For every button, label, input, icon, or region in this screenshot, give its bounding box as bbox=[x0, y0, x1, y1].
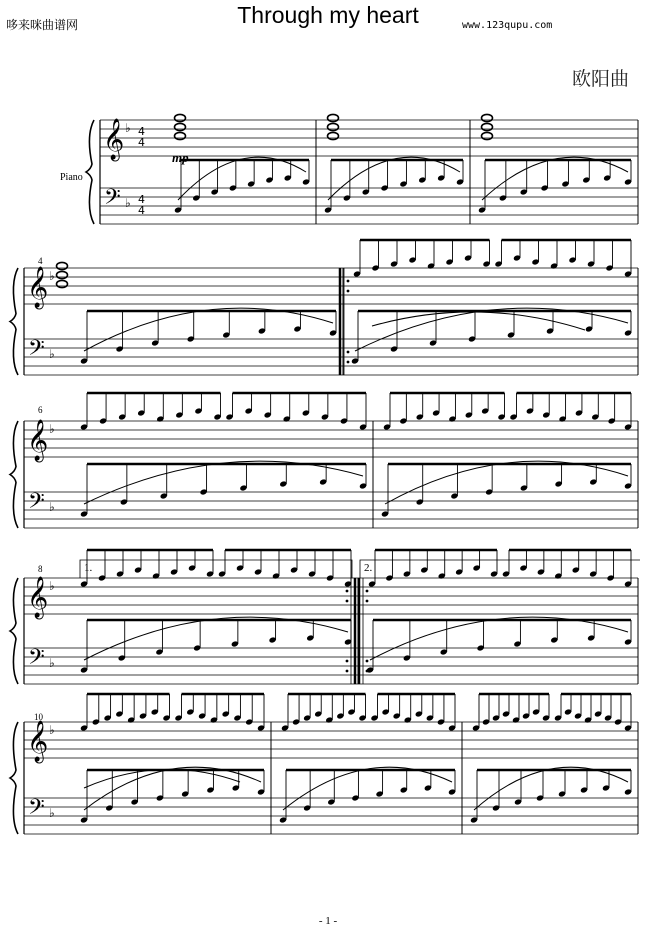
time-signature-digit: 4 bbox=[138, 204, 145, 217]
bass-clef: 𝄢 bbox=[28, 645, 45, 675]
slur bbox=[84, 769, 240, 788]
flat-sign: ♭ bbox=[125, 196, 131, 210]
treble-clef: 𝄞 bbox=[27, 721, 49, 762]
chord-note bbox=[175, 123, 186, 130]
flat-sign: ♭ bbox=[125, 121, 131, 135]
volta-second-ending: 2. bbox=[364, 562, 373, 574]
measure-number: 8 bbox=[38, 564, 43, 574]
flat-sign: ♭ bbox=[49, 656, 55, 670]
time-signature-digit: 4 bbox=[138, 193, 145, 206]
system-brace bbox=[86, 120, 94, 224]
bass-clef: 𝄢 bbox=[28, 489, 45, 519]
chord-note bbox=[328, 114, 339, 121]
repeat-dot bbox=[347, 280, 350, 283]
chord-note bbox=[328, 132, 339, 139]
repeat-dot bbox=[366, 600, 369, 603]
site-url[interactable]: www.123qupu.com bbox=[462, 20, 553, 31]
chord-note bbox=[57, 262, 68, 269]
chord-note bbox=[175, 114, 186, 121]
site-name: 哆来咪曲谱网 bbox=[6, 18, 79, 32]
time-signature-digit: 4 bbox=[138, 136, 145, 149]
chord-note bbox=[482, 123, 493, 130]
flat-sign: ♭ bbox=[49, 579, 55, 593]
chord-note bbox=[328, 123, 339, 130]
measure-number: 6 bbox=[38, 405, 43, 415]
system-brace bbox=[10, 578, 18, 684]
chord-note bbox=[482, 132, 493, 139]
volta-first-ending: 1. bbox=[84, 562, 93, 574]
chord-note bbox=[57, 271, 68, 278]
flat-sign: ♭ bbox=[49, 269, 55, 283]
repeat-dot bbox=[346, 590, 349, 593]
treble-clef: 𝄞 bbox=[27, 577, 49, 618]
system-brace bbox=[10, 421, 18, 528]
repeat-dot bbox=[346, 670, 349, 673]
bass-clef: 𝄢 bbox=[104, 185, 121, 215]
flat-sign: ♭ bbox=[49, 500, 55, 514]
page-number: - 1 - bbox=[318, 915, 338, 927]
repeat-dot bbox=[347, 361, 350, 364]
system-brace bbox=[10, 722, 18, 834]
repeat-dot bbox=[366, 590, 369, 593]
volta-bracket bbox=[360, 560, 640, 578]
bass-clef: 𝄢 bbox=[28, 336, 45, 366]
bass-clef: 𝄢 bbox=[28, 795, 45, 825]
flat-sign: ♭ bbox=[49, 723, 55, 737]
system-brace bbox=[10, 268, 18, 375]
page-title: Through my heart bbox=[237, 2, 419, 28]
treble-clef: 𝄞 bbox=[103, 119, 125, 160]
chord-note bbox=[57, 280, 68, 287]
flat-sign: ♭ bbox=[49, 422, 55, 436]
treble-clef: 𝄞 bbox=[27, 420, 49, 461]
flat-sign: ♭ bbox=[49, 347, 55, 361]
repeat-dot bbox=[346, 600, 349, 603]
treble-clef: 𝄞 bbox=[27, 267, 49, 308]
measure-number: 10 bbox=[34, 712, 43, 722]
repeat-dot bbox=[347, 351, 350, 354]
flat-sign: ♭ bbox=[49, 806, 55, 820]
instrument-label: Piano bbox=[60, 172, 83, 183]
repeat-dot bbox=[366, 660, 369, 663]
time-signature-digit: 4 bbox=[138, 125, 145, 138]
repeat-dot bbox=[347, 290, 350, 293]
repeat-dot bbox=[346, 660, 349, 663]
composer-credit: 欧阳曲 bbox=[572, 68, 630, 90]
chord-note bbox=[175, 132, 186, 139]
dynamic-marking: mp bbox=[172, 150, 189, 165]
chord-note bbox=[482, 114, 493, 121]
measure-number: 4 bbox=[38, 256, 43, 266]
